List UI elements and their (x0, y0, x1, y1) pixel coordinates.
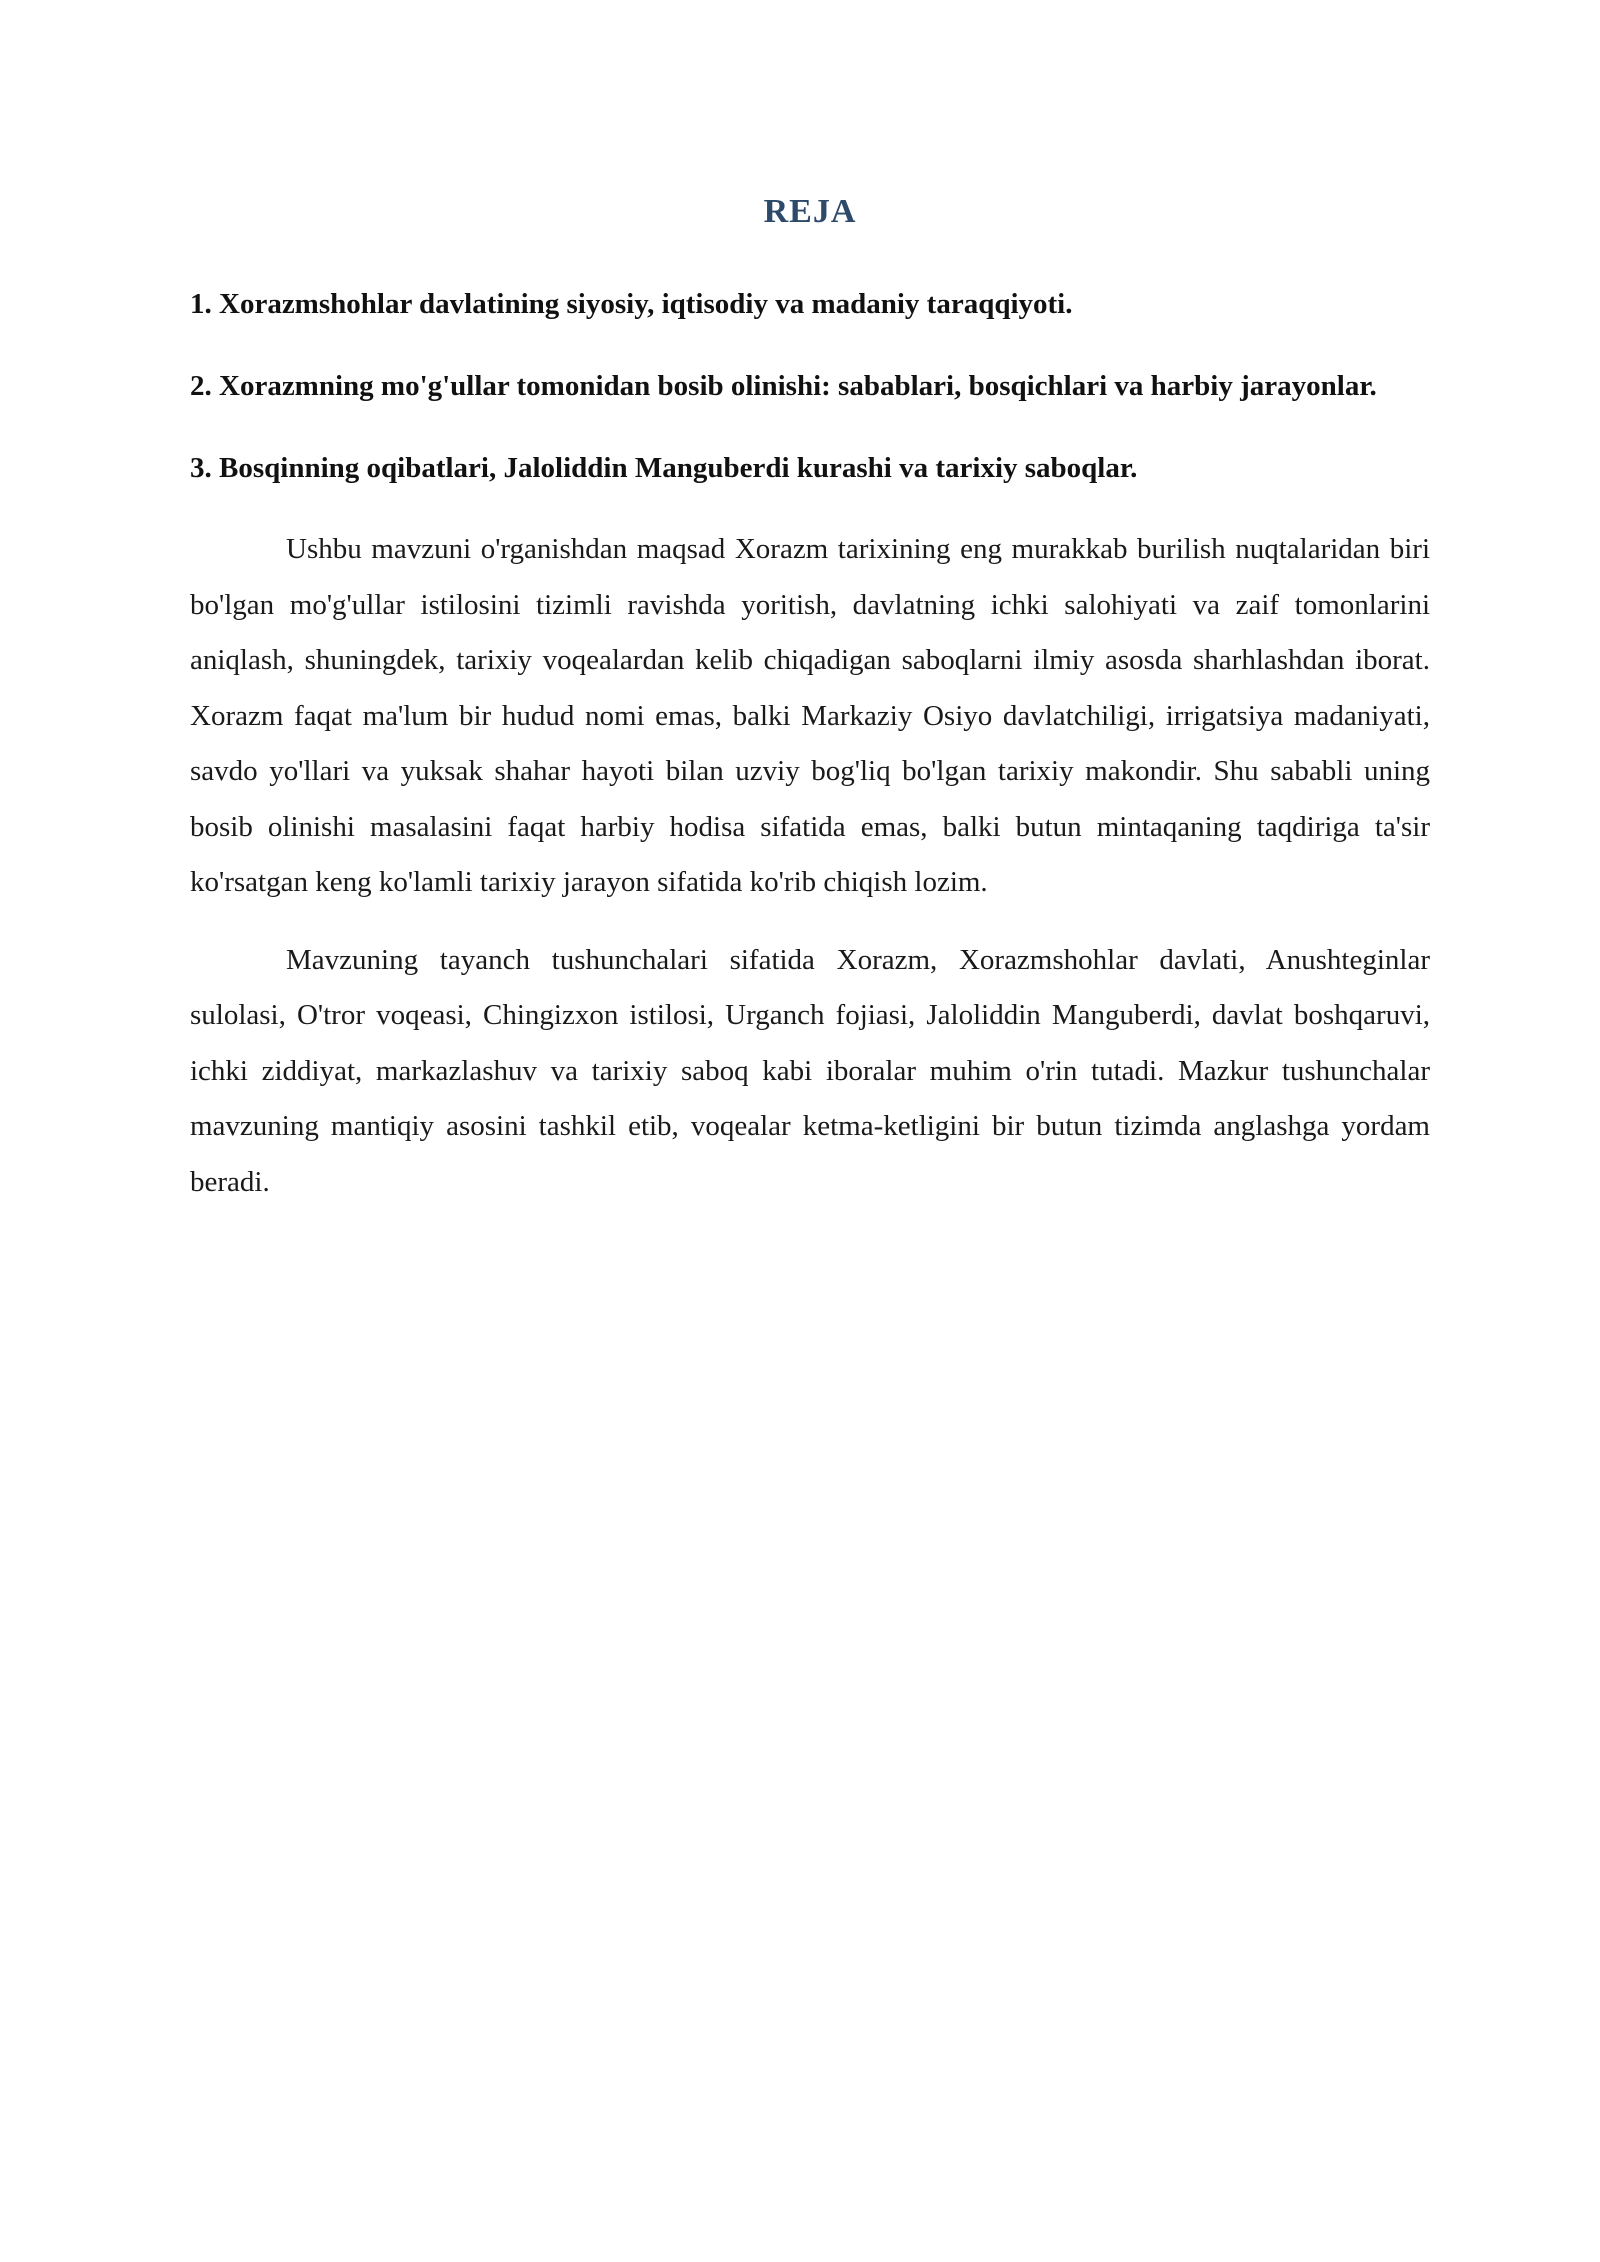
plan-item-2: 2. Xorazmning mo'g'ullar tomonidan bosib olinishi: sabablari, bosqichlari va harbiy jarayonlar. (190, 370, 1377, 402)
plan-item-3: 3. Bosqinning oqibatlari, Jaloliddin Manguberdi kurashi va tarixiy saboqlar. (190, 452, 1138, 484)
plan-item-1: 1. Xorazmshohlar davlatining siyosiy, iqtisodiy va madaniy taraqqiyoti. (190, 288, 1073, 320)
plan-list (190, 276, 1430, 496)
page-title: REJA (763, 193, 857, 230)
body-paragraph-key-concepts: Mavzuning tayanch tushunchalari sifatida Xorazm, Xorazmshohlar davlati, Anushteginlar sulolasi, O'tror voqeasi, Chingizxon istilosi, Urganch fojiasi, Jaloliddin Manguberdi, davlat boshqaruvi, ichki ziddiyat, markazlashuv va tarixiy saboq kabi iboralar muhim o'rin tutadi. Mazkur tushunchalar mavzuning mantiqiy asosini tashkil etib, voqealar ketma-ketligini bir butun tizimda anglashga yordam beradi. (190, 943, 1430, 1198)
body-paragraph-purpose: Ushbu mavzuni o'rganishdan maqsad Xorazm tarixining eng murakkab burilish nuqtalaridan biri bo'lgan mo'g'ullar istilosini tizimli ravishda yoritish, davlatning ichki salohiyati va zaif tomonlarini aniqlash, shuningdek, tarixiy voqealardan kelib chiqadigan saboqlarni ilmiy asosda sharhlashdan iborat. Xorazm faqat ma'lum bir hudud nomi emas, balki Markaziy Osiyo davlatchiligi, irrigatsiya madaniyati, savdo yo'llari va yuksak shahar hayoti bilan uzviy bog'liq bo'lgan tarixiy makondir. Shu sababli uning bosib olinishi masalasini faqat harbiy hodisa sifatida emas, balki butun mintaqaning taqdiriga ta'sir ko'rsatgan keng ko'lamli tarixiy jarayon sifatida ko'rib chiqish lozim. (190, 533, 1430, 898)
